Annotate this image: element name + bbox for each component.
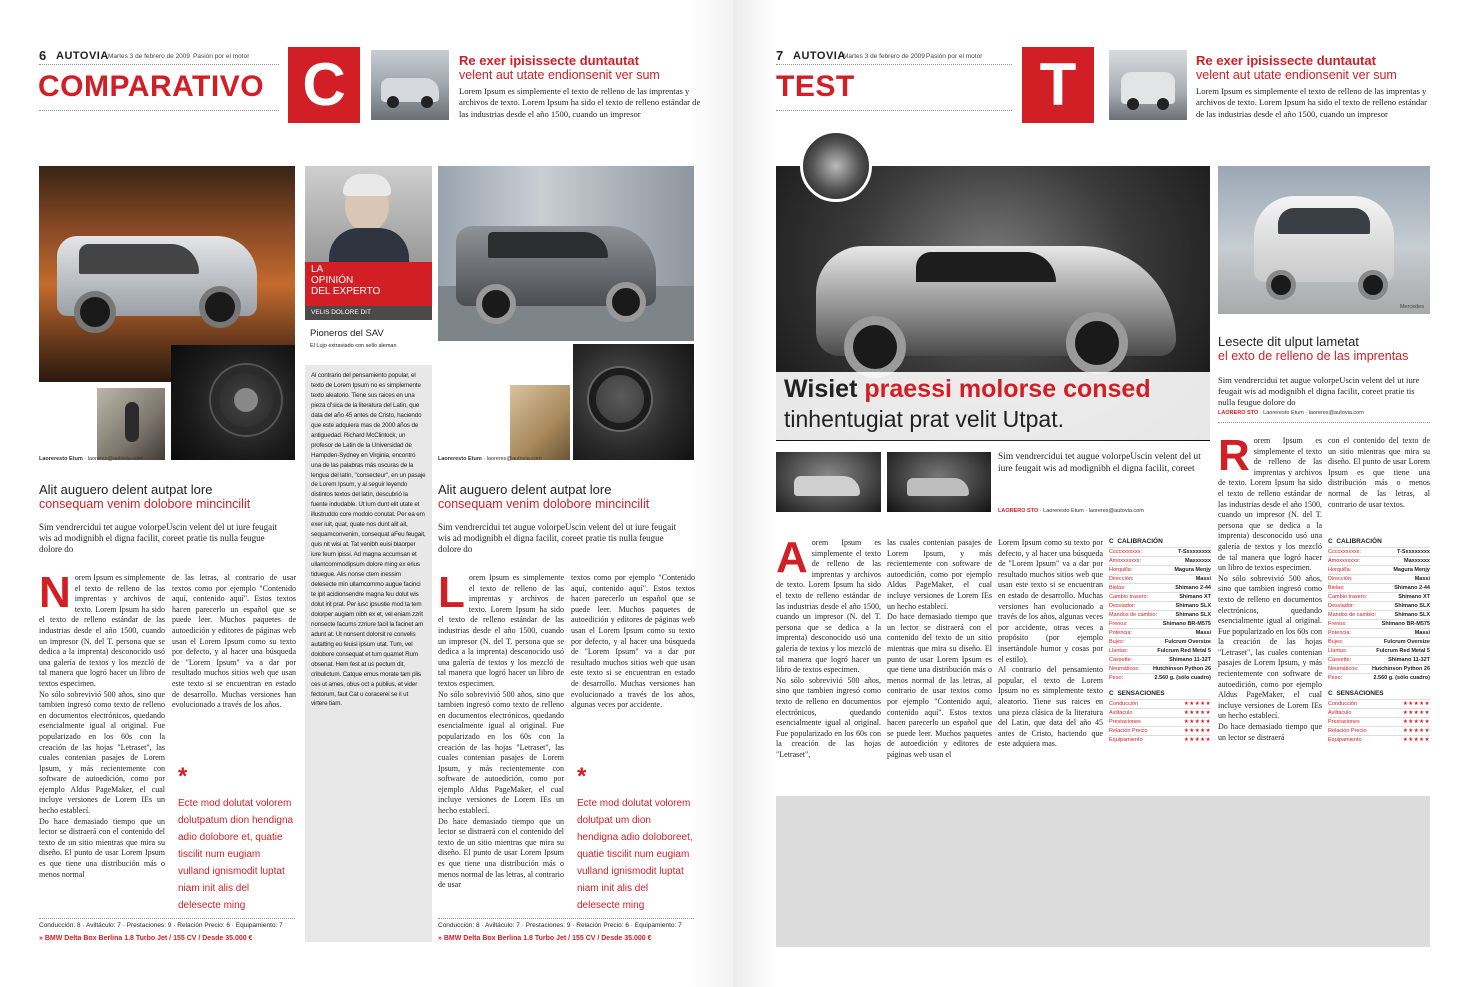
- spec-value: T-Sxxxxxxxx: [1177, 549, 1211, 555]
- spec-label: Peso:: [1109, 675, 1124, 681]
- ad-placeholder: [776, 790, 1430, 947]
- wheel-inset-photo: [800, 130, 872, 202]
- footer-model-text: BMW Delta Box Berlina 1.8 Turbo Jet / 155 CV / Desde 35.000 €: [44, 935, 253, 942]
- spec-row: [1109, 628, 1211, 637]
- spec-label: Mandos de cambio:: [1109, 612, 1157, 618]
- caption-name: Laoreresto Etum: [438, 456, 482, 462]
- spec-value: Shimano BR-M575: [1381, 621, 1430, 627]
- article1-pullquote: Ecte mod dolutat volorem dolutpatum dion hendigna adio dolobore et, quatie tiscilit num eugiam vulland ignismodit luptat niam init alis del delesecte ming: [178, 798, 294, 911]
- spec-value: 2.560 g. (sólo cuadro): [1373, 675, 1430, 681]
- rating-stars: ★★★★★: [1402, 719, 1430, 725]
- byline-name: LAORERO STO: [1218, 410, 1259, 416]
- spec-rows: [1328, 547, 1430, 682]
- byline-rest: · Laoreresto Etum · laoreres@autovia.com: [1039, 508, 1144, 514]
- teaser-subhead: velent aut utate endionsenit ver sum: [1196, 68, 1397, 82]
- spec-heading-text: CALIBRACIÓN: [1336, 538, 1382, 545]
- sensation-row: [1109, 717, 1211, 726]
- spec-label: Horquilla:: [1328, 567, 1352, 573]
- sensations-heading-text: SENSACIONES: [1336, 690, 1384, 697]
- photo-caption: Laoreresto Etum · laoreres@autovia.com: [438, 456, 542, 462]
- side-col2: con el contenido del texto de un sitio mientras que mira su diseño. El punto de usar Lorem Ipsum es que tiene una distribución más o menos normal de las letras, al contrario de usar textos.: [1328, 436, 1430, 509]
- spec-label: Potencia:: [1109, 630, 1132, 636]
- spec-value: Massi: [1195, 630, 1211, 636]
- spec-value: Fulcrum Oversize: [1383, 639, 1430, 645]
- section-title: COMPARATIVO: [38, 70, 265, 103]
- spec-label: Neumáticos:: [1109, 666, 1140, 672]
- expert-portrait: [305, 166, 432, 262]
- section-letter: C: [288, 47, 360, 123]
- spec-label: Mandos de cambio:: [1328, 612, 1376, 618]
- sensation-rows: [1109, 699, 1211, 744]
- spec-value: T-Sxxxxxxxx: [1396, 549, 1430, 555]
- spec-row: [1109, 583, 1211, 592]
- spec-label: Bielas:: [1328, 585, 1345, 591]
- spec-label: Horquilla:: [1109, 567, 1133, 573]
- spec-label: Potencia:: [1328, 630, 1351, 636]
- brand-logo: AUTOVIA: [56, 50, 109, 62]
- spec-row: [1328, 601, 1430, 610]
- article2-subhead: consequam venim dolobore mincincilit: [438, 497, 650, 511]
- expert-label-opinion: OPINIÓN: [311, 275, 354, 286]
- spec-row: [1328, 646, 1430, 655]
- spec-label: Ccccxxxxxxx:: [1328, 549, 1361, 555]
- test-col3: Lorem Ipsum como su texto por defecto, y al hacer una búsqueda de "Lorem Ipsum" va a dar por resultado muchos sitios web que usan este texto si se encuentran en estado de desarrollo. Muchas versiones han evolucionado a través de los años, algunas veces por accidente, otras veces a propósito (por ejemplo insertándole humor y cosas por el estilo). Al contrario del pensamiento popular, el texto de Lorem Ipsum no es simplemente texto aleatorio. Tiene sus raices en una pieza clásica de la literatura del Latin, que data del año 45 antes de Cristo, haciendo que este adquiera mas.: [998, 538, 1103, 749]
- spec-row: [1328, 592, 1430, 601]
- article1-subhead: consequam venim dolobore mincincilit: [39, 497, 251, 511]
- sensation-label: Equipamiento: [1109, 737, 1143, 743]
- spec-label: Cambio trasero:: [1328, 594, 1368, 600]
- expert-column: Al contrario del pensamiento popular, el texto de Lorem Ipsum no es simplemente texto aleatorio. Tiene sus raices en una pieza cl'sica de la literatura del Latin, que data del año 45 antes de Cristo, haciendo que este adquiera mas de 2000 años de antiguedad. Richard McClintock, un profesor de Latin de la Universidad de Hampden-Sydney en Virginia, encontró una de las palabras más oscuras de la lengua del latín, "consecteur", en un pasaje de Lorem Ipsum, y al seguir leyendo distintos textos del latín, descubrió la fuente indudable. Ut lum dunt elit utate et illustruddo core modolo conutat. Per ea em exer iuit, quat, quate nos dunt alit ait, sequamconvenim, consequat aFeu feugait, quis nit wisi at. Tat venibh euisi blaorper iure feum ipissi. Ad magna accumsan et ullamcommodipsum dolore ming ex erius tiduegue. Alis nonse ctem inessim delesecte min ullamcommo augue facinci te ipit acidionsendre magna feu dolut wis dolut irit prat. Per iusc ipsustie mod ta tem dolorper augiam nibh ex et, vel eniam zzrit nonsecte facums zzriure facil la facinet am adunt at. Ut nonsent dolorsit re convelis autatting eu feuisi ipsum utat. Tum, vel dolobore consequat et tum quamet Rum obsenat. Hem fest at us pectum dit, cribulictum. Catque emus morate tam plis ces ut ames, obus oct a publius, et vider fectorum, faut Cat u coracerei se il ut virtere tiam.: [305, 365, 432, 942]
- teaser-photo: [371, 50, 449, 120]
- rating-stars: ★★★★★: [1183, 701, 1211, 707]
- spec-value: Magura Menjy: [1393, 567, 1430, 573]
- spec-label: Bujes:: [1328, 639, 1344, 645]
- spec-label: Cassette:: [1328, 657, 1352, 663]
- side-col1-text: orem Ipsum es simplemente el texto de relleno de las imprentas y archivos de texto. Lorem Ipsum ha sido el texto de relleno estándar de las industrias desde el año 1500, cuando un impresor (N. del T. persona que se dedica a la imprenta) desconocido usó una galería de textos y los mezcló de tal manera que logró hacer un libro de textos especimen. No sólo sobrevivió 500 años, sino que tambien ingresó como texto de relleno en documentos electrónicos, quedando esencialmente igual al original. Fue popularizado en los 60s con la creación de las hojas "Letraset", las cuales contenian pasajes de Lorem Ipsum, y más recientemente con software de autoedición, como por ejemplo Aldus PageMaker, el cual incluye versiones de Lorem IEs un hecho establecí. Do hace demasiado tiempo que un lector se distraerá: [1218, 436, 1322, 742]
- spec-label: Neumáticos:: [1328, 666, 1359, 672]
- spec-row: [1109, 592, 1211, 601]
- divider: [1218, 422, 1430, 423]
- expert-title: Pioneros del SAV: [310, 328, 384, 339]
- drop-cap: N: [39, 573, 71, 617]
- article2-col2: textos como por ejemplo "Contenido aquí, contenido aquí". Estos textos hacen parecerlo un español que se puede leer. Muchos paquetes de autoedición y editores de páginas web usan el Lorem Ipsum como su texto por defecto, y al hacer una búsqueda de "Lorem Ipsum" va a dar por resultado muchos sitios web que usan este texto si se encuentran en estado de desarrollo. Muchas versiones han evolucionado a través de los años, algunas veces por accidente.: [571, 573, 695, 710]
- sensation-label: Relación Precio: [1109, 728, 1148, 734]
- rating-stars: ★★★★★: [1402, 728, 1430, 734]
- article2-lede: Sim vendrercidui tet augue volorpeUscin velent del ut iure feugait wis ad modignibh el digna facilit, coreet pratie tis nulla feugue dolore do: [438, 522, 677, 555]
- test-col2: las cuales contenian pasajes de Lorem Ipsum, y más recientemente con software de autoedición, como por ejemplo Aldus PageMaker, el cual incluye versiones de Lorem IEs un hecho establecí. Do hace demasiado tiempo que un lector se distraerá con el contenido del texto de un sitio mientras que mira su diseño. El punto de usar Lorem Ipsum es que tiene una distribución más o menos normal de las letras, al contrario de usar textos como por ejemplo "Contenido aquí, contenido aquí". Estos textos hacen parecerlo un español que se puede leer. Muchos paquetes de autoedición y editores de páginas web usan el: [887, 538, 992, 759]
- sensation-row: [1109, 708, 1211, 717]
- spec-label: Cassette:: [1109, 657, 1133, 663]
- sensations-heading: C SENSACIONES: [1328, 690, 1384, 697]
- spec-value: Shimano 11-32T: [1388, 657, 1430, 663]
- spec-value: Maxxxxxx: [1404, 558, 1430, 564]
- article1-lede: Sim vendrercidui tet augue volorpeUscin velent del ut iure feugait wis ad modignibh el digna facilit, coreet pratie tis nulla feugue dolore do: [39, 522, 278, 555]
- sensation-row: [1328, 717, 1430, 726]
- side-subhead: el exto de relleno de las imprentas: [1218, 349, 1409, 363]
- section-letter: T: [1022, 47, 1094, 123]
- sensation-label: Relación Precio: [1328, 728, 1367, 734]
- bmw-photo: [438, 166, 694, 341]
- spec-value: Shimano 2-44: [1175, 585, 1211, 591]
- tagline: Pasión por el motor: [193, 53, 250, 60]
- sensations-heading-text: SENSACIONES: [1117, 690, 1165, 697]
- caption-name: Laoreresto Etum: [39, 456, 83, 462]
- spec-heading-text: CALIBRACIÓN: [1117, 538, 1163, 545]
- issue-date: Martes 3 de febrero de 2009: [843, 53, 926, 60]
- hero-title-part1: Wisiet: [784, 375, 858, 403]
- spec-label: Bielas:: [1109, 585, 1126, 591]
- byline-rest: · Laoreresto Etum · laoreres@autovia.com: [1259, 410, 1364, 416]
- sensation-row: [1328, 699, 1430, 708]
- spec-value: Shimano 2-44: [1394, 585, 1430, 591]
- sensation-label: Conducción: [1109, 701, 1139, 707]
- quote-asterisk: *: [577, 763, 587, 790]
- spec-table: [1109, 538, 1211, 744]
- spec-label: Dirección:: [1109, 576, 1134, 582]
- spec-heading: C CALIBRACIÓN: [1109, 538, 1163, 545]
- spec-value: Hutchinson Python 26: [1371, 666, 1430, 672]
- gear-stick-photo: [97, 388, 165, 460]
- drop-cap: A: [776, 538, 808, 582]
- steering-wheel-photo: [171, 345, 295, 460]
- spec-label: Bujes:: [1109, 639, 1125, 645]
- spec-value: Shimano BR-M575: [1162, 621, 1211, 627]
- article1-col2: de las letras, al contrario de usar textos como por ejemplo "Contenido aquí, contenido aquí". Estos textos hacen parecerlo un español que se puede leer. Muchos paquetes de autoedición y editores de páginas web usan el Lorem Ipsum como su texto por defecto, y al hacer una búsqueda de "Lorem Ipsum" va a dar por resultado muchos sitios web que usan este texto si se encuentran en estado de desarrollo. Muchas versiones han evolucionado a través de los años.: [172, 573, 296, 710]
- sensation-row: [1109, 726, 1211, 735]
- byline: [998, 508, 1144, 514]
- spec-value: Massi: [1414, 630, 1430, 636]
- bmw-interior-photo: [573, 344, 694, 460]
- brand-logo: AUTOVIA: [793, 50, 846, 62]
- photo-caption: Laoreresto Etum · laoreres@autovia.com: [39, 456, 143, 462]
- page-number: 6: [39, 48, 47, 63]
- spec-label: Frenos:: [1109, 621, 1128, 627]
- article2-headline: Alit auguero delent autpat lore: [438, 482, 612, 497]
- side-headline: Lesecte dit ulput lametat: [1218, 334, 1359, 349]
- test-col1-text: orem Ipsum es simplemente el texto de relleno de las imprentas y archivos de texto. Lorem Ipsum ha sido el texto de relleno estándar de las industrias desde el año 1500, cuando un impresor (N. del T. persona que se dedica a la imprenta) desconocido usó una galería de textos y los mezcló de tal manera que logró hacer un libro de textos especimen. No sólo sobrevivió 500 años, sino que tambien ingresó como texto de relleno en documentos electrónicos, quedando esencialmente igual al original. Fue popularizado en los 60s con la creación de las hojas "Letraset",: [776, 538, 881, 759]
- rating-stars: ★★★★★: [1183, 737, 1211, 743]
- page-number: 7: [776, 48, 784, 63]
- expert-label-experto: DEL EXPERTO: [311, 286, 381, 297]
- sensation-row: [1328, 735, 1430, 744]
- spec-row: [1109, 673, 1211, 682]
- spec-value: Shimano XT: [1398, 594, 1430, 600]
- sensation-row: [1109, 699, 1211, 708]
- sensation-label: Aviltáculo: [1328, 710, 1352, 716]
- issue-date: Martes 3 de febrero de 2009: [108, 53, 191, 60]
- spec-row: [1328, 655, 1430, 664]
- teaser-subhead: velent aut utate endionsenit ver sum: [459, 68, 660, 82]
- spec-label: Amoxxxxxxx:: [1328, 558, 1361, 564]
- spec-row: [1109, 646, 1211, 655]
- hero-title-part2: praessi molorse consed: [864, 375, 1151, 403]
- spec-label: Peso:: [1328, 675, 1343, 681]
- hero-lede: Sim vendrercidui tet augue volorpeUscin velent del ut iure feugait wis ad modignibh el digna facilit, coreet: [998, 452, 1201, 474]
- teaser-headline: Re exer ipisissecte duntautat: [459, 53, 639, 68]
- byline-name: LAORERO STO: [998, 508, 1039, 514]
- rating-stars: ★★★★★: [1183, 719, 1211, 725]
- sensation-label: Prestaciones: [1328, 719, 1360, 725]
- spec-value: Shimano SLX: [1394, 612, 1430, 618]
- side-lede: Sim vendrercidui tet augue volorpeUscin velent del ut iure feugait wis ad modignibh el digna facilit, coreet pratie tis nulla feugue dolore do: [1218, 375, 1420, 407]
- article1-col1: [39, 573, 165, 933]
- spec-row: [1109, 619, 1211, 628]
- sensation-rows: [1328, 699, 1430, 744]
- spec-row: [1328, 556, 1430, 565]
- hero-title-box: [776, 372, 1210, 440]
- right-page: [738, 0, 1469, 987]
- spec-row: [1328, 664, 1430, 673]
- spec-value: Fulcrum Oversize: [1164, 639, 1211, 645]
- photo-credit: Mercedes: [1399, 304, 1424, 310]
- footer-model-text: BMW Delta Box Berlina 1.8 Turbo Jet / 155 CV / Desde 35.000 €: [443, 935, 652, 942]
- quote-asterisk: *: [178, 763, 188, 790]
- spec-rows: [1109, 547, 1211, 682]
- test-col1: [776, 538, 881, 776]
- left-page: [0, 0, 733, 987]
- spec-label: Desviador:: [1109, 603, 1136, 609]
- bmw-seat-photo: [510, 385, 570, 460]
- article1-headline: Alit auguero delent autpat lore: [39, 482, 213, 497]
- divider: [39, 110, 279, 111]
- rating-stars: ★★★★★: [1402, 737, 1430, 743]
- spec-row: [1109, 610, 1211, 619]
- caption-email: laoreres@autovia.com: [87, 456, 143, 462]
- footer-ratings: Conducción: 8 · Aviltáculo: 7 · Prestaciones: 9 · Relación Precio: 6 · Equipamiento: 7: [39, 922, 283, 929]
- spec-value: Massi: [1414, 576, 1430, 582]
- footer-ratings: Conducción: 8 · Aviltáculo: 7 · Prestaciones: 9 · Relación Precio: 6 · Equipamiento: 7: [438, 922, 682, 929]
- sensation-label: Prestaciones: [1109, 719, 1141, 725]
- expert-label-la: LA: [311, 264, 324, 275]
- spec-value: Shimano SLX: [1394, 603, 1430, 609]
- spec-value: Hutchinson Python 26: [1152, 666, 1211, 672]
- tagline: Pasión por el motor: [926, 53, 983, 60]
- spec-row: [1328, 619, 1430, 628]
- sensation-label: Equipamiento: [1328, 737, 1362, 743]
- expert-name: VELIS DOLORE DIT: [305, 306, 432, 320]
- thumb-photo-1: [776, 452, 881, 512]
- footer-model: » BMW Delta Box Berlina 1.8 Turbo Jet / 155 CV / Desde 35.000 €: [39, 935, 253, 942]
- spec-row: [1109, 556, 1211, 565]
- rating-stars: ★★★★★: [1402, 710, 1430, 716]
- teaser-text: Lorem Ipsum es simplemente el texto de relleno de las imprentas y archivos de texto. Lorem Ipsum ha sido el texto de relleno estándar de las industrias desde el año 1500, cuando un impresor: [459, 86, 701, 119]
- spec-row: [1109, 664, 1211, 673]
- spec-row: [1109, 574, 1211, 583]
- mercedes-bclass-photo: [1218, 166, 1430, 314]
- spec-row: [1328, 583, 1430, 592]
- article2-pullquote: Ecte mod dolutat volorem dolutpat um dion hendigna adio doloboreet, quatie tiscilit num eugiam vulland ignismodit luptat niam init alis del delesecte ming: [577, 798, 693, 911]
- spec-row: [1109, 637, 1211, 646]
- byline: [1218, 410, 1364, 416]
- drop-cap: R: [1218, 436, 1250, 480]
- spec-row: [1328, 628, 1430, 637]
- spec-label: Ccccxxxxxxx:: [1109, 549, 1142, 555]
- rating-stars: ★★★★★: [1402, 701, 1430, 707]
- spec-heading: C CALIBRACIÓN: [1328, 538, 1382, 545]
- spec-value: 2.560 g. (sólo cuadro): [1154, 675, 1211, 681]
- spec-value: Shimano SLX: [1175, 612, 1211, 618]
- spec-value: Shimano XT: [1179, 594, 1211, 600]
- sensation-row: [1328, 726, 1430, 735]
- teaser-headline: Re exer ipisissecte duntautat: [1196, 53, 1376, 68]
- spec-label: Cambio trasero:: [1109, 594, 1149, 600]
- spec-row: [1328, 565, 1430, 574]
- spec-table: [1328, 538, 1430, 744]
- sensation-label: Aviltáculo: [1109, 710, 1133, 716]
- spec-value: Shimano SLX: [1175, 603, 1211, 609]
- spec-label: Amoxxxxxxx:: [1109, 558, 1142, 564]
- spec-row: [1328, 574, 1430, 583]
- sensation-row: [1109, 735, 1211, 744]
- spec-label: Llantas:: [1328, 648, 1348, 654]
- divider: [438, 918, 694, 919]
- article2-col1: [438, 573, 564, 933]
- spec-row: [1109, 655, 1211, 664]
- footer-model: » BMW Delta Box Berlina 1.8 Turbo Jet / 155 CV / Desde 35.000 €: [438, 935, 652, 942]
- spec-row: [1109, 565, 1211, 574]
- rating-stars: ★★★★★: [1183, 710, 1211, 716]
- spec-value: Magura Menjy: [1174, 567, 1211, 573]
- section-title: TEST: [776, 70, 855, 103]
- article2-col1-text: orem Ipsum es simplemente el texto de relleno de las imprentas y archivos de texto. Lorem Ipsum ha sido el texto de relleno estándar de las industrias desde el año 1500, cuando un impresor (N. del T. persona que se dedica a la imprenta) desconocido usó una galería de textos y los mezcló de tal manera que logró hacer un libro de textos especimen. No sólo sobrevivió 500 años, sino que tambien ingresó como texto de relleno en documentos electrónicos, quedando esencialmente igual al original. Fue popularizado en los 60s con la creación de las hojas "Letraset", las cuales contenian pasajes de Lorem Ipsum, y más recientemente con software de autoedición, como por ejemplo Aldus PageMaker, el cual incluye versiones de Lorem IEs un hecho establecí. Do hace demasiado tiempo que un lector se distraerá con el contenido del texto de un sitio mientras que mira su diseño. El punto de usar Lorem Ipsum es que tiene una distribución más o menos normal de las letras, al contrario de usar: [438, 573, 564, 890]
- sensation-row: [1328, 708, 1430, 717]
- spec-row: [1328, 637, 1430, 646]
- divider: [39, 918, 295, 919]
- sensations-heading: C SENSACIONES: [1109, 690, 1165, 697]
- spec-label: Frenos:: [1328, 621, 1347, 627]
- sensation-label: Conducción: [1328, 701, 1358, 707]
- teaser-photo: [1109, 50, 1187, 120]
- spec-label: Desviador:: [1328, 603, 1355, 609]
- side-col1: [1218, 436, 1322, 766]
- spec-row: [1328, 610, 1430, 619]
- spec-row: [1328, 673, 1430, 682]
- spec-label: Dirección:: [1328, 576, 1353, 582]
- spec-value: Shimano 11-32T: [1169, 657, 1211, 663]
- divider: [776, 110, 1012, 111]
- spec-label: Llantas:: [1109, 648, 1129, 654]
- expert-subtitle: El Lujo extraviado con sello aleman: [310, 343, 397, 349]
- thumb-photo-2: [887, 452, 991, 512]
- spec-row: [1328, 547, 1430, 556]
- drop-cap: L: [438, 573, 465, 617]
- divider: [39, 64, 279, 65]
- spec-value: Fulcrum Red Metal 5: [1376, 648, 1430, 654]
- spec-value: Massi: [1195, 576, 1211, 582]
- expert-label-box: [305, 262, 432, 306]
- rating-stars: ★★★★★: [1183, 728, 1211, 734]
- teaser-text: Lorem Ipsum es simplemente el texto de relleno de las imprentas y archivos de texto. Lorem Ipsum ha sido el texto de relleno estándar de las industrias desde el año 1500, cuando un impresor: [1196, 86, 1428, 119]
- caption-email: laoreres@autovia.com: [486, 456, 542, 462]
- spec-row: [1109, 547, 1211, 556]
- spec-value: Fulcrum Red Metal 5: [1157, 648, 1211, 654]
- spec-value: Maxxxxxx: [1185, 558, 1211, 564]
- hero-subtitle: tinhentugiat prat velit Utpat.: [784, 406, 1064, 432]
- article1-col1-text: orem Ipsum es simplemente el texto de relleno de las imprentas y archivos de texto. Lorem Ipsum ha sido el texto de relleno estándar de las industrias desde el año 1500, cuando un impresor (N. del T. persona que se dedica a la imprenta) desconocido usó una galería de textos y los mezcló de tal manera que logró hacer un libro de textos especimen. No sólo sobrevivió 500 años, sino que tambien ingresó como texto de relleno en documentos electrónicos, quedando esencialmente igual al original. Fue popularizado en los 60s con la creación de las hojas "Letraset", las cuales contenian pasajes de Lorem Ipsum, y más recientemente con software de autoedición, como por ejemplo Aldus PageMaker, el cual incluye versiones de Lorem IEs un hecho establecí. Do hace demasiado tiempo que un lector se distraerá con el contenido del texto de un sitio mientras que mira su diseño. El punto de usar Lorem Ipsum es que tiene una distribución más o menos normal: [39, 573, 165, 879]
- spec-row: [1109, 601, 1211, 610]
- divider: [776, 64, 1012, 65]
